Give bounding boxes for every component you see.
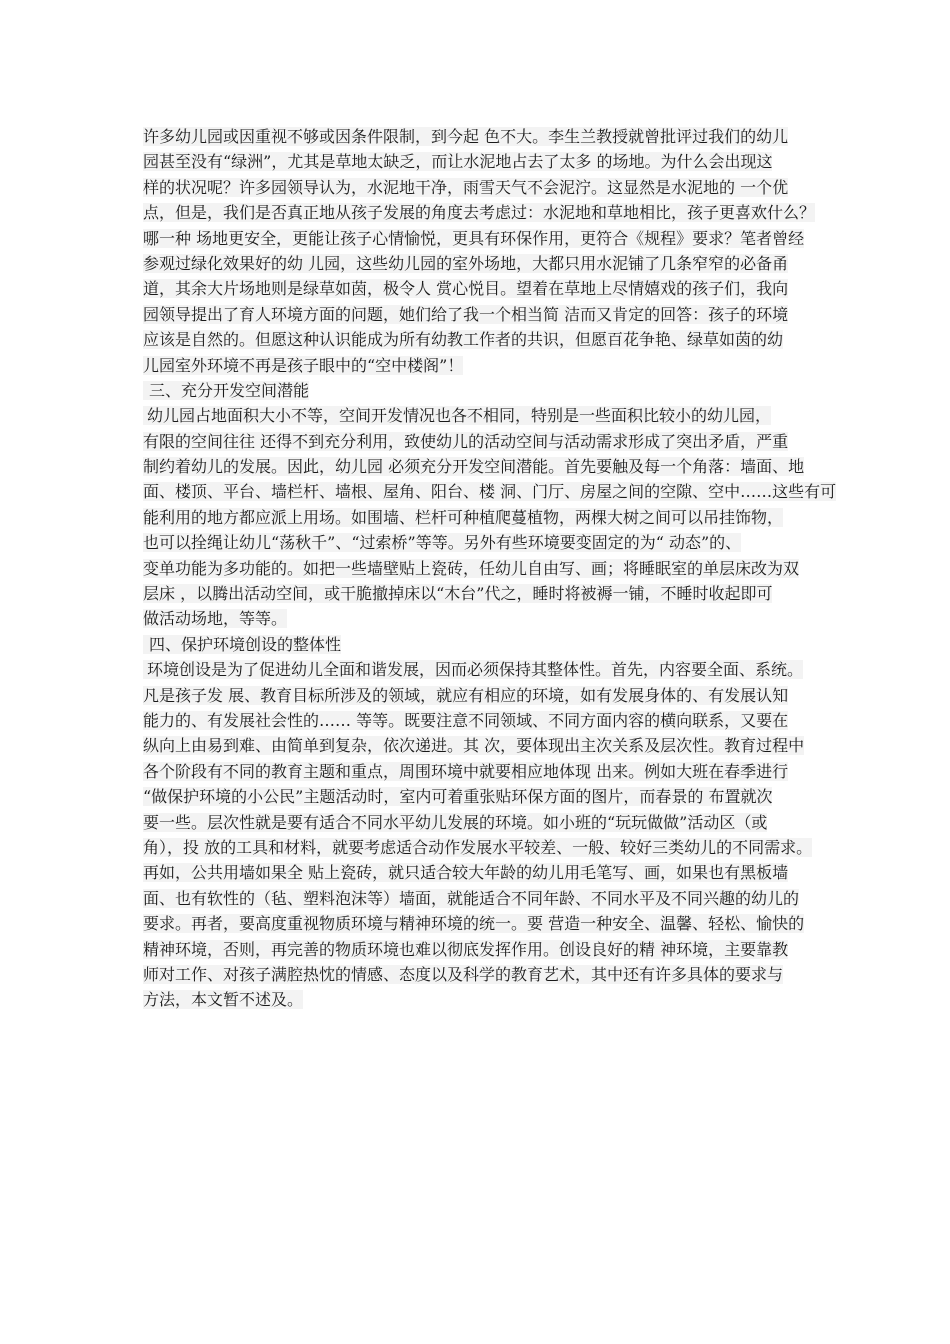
text-line-content: 园甚至没有“绿洲”，尤其是草地太缺乏，而让水泥地占去了太多 的场地。为什么会出现这 bbox=[143, 152, 773, 172]
text-line bbox=[143, 429, 827, 454]
text-line-content: 能力的、有发展社会性的…… 等等。既要注意不同领域、不同方面内容的横向联系，又要在 bbox=[143, 710, 789, 730]
text-line bbox=[143, 302, 827, 327]
text-line bbox=[143, 353, 827, 378]
text-line bbox=[143, 175, 827, 200]
text-line bbox=[143, 251, 827, 276]
text-line-content: 许多幼儿园或因重视不够或因条件限制，到今起 色不大。李生兰教授就曾批评过我们的幼儿 bbox=[143, 127, 789, 146]
section-heading-space-potential bbox=[143, 378, 827, 403]
text-line bbox=[143, 606, 827, 631]
text-line-content: 道，其余大片场地则是绿草如茵，极令人 赏心悦目。望着在草地上尽情嬉戏的孩子们，我向 bbox=[143, 279, 789, 299]
text-line bbox=[143, 784, 827, 809]
text-line-content: 制约着幼儿的发展。因此，幼儿园 必须充分开发空间潜能。首先要触及每一个角落：墙面、地 bbox=[143, 457, 805, 477]
text-line-content: 面、也有软性的（毡、塑料泡沫等）墙面，就能适合不同年龄、不同水平及不同兴趣的幼儿的 bbox=[143, 888, 800, 908]
text-line bbox=[143, 200, 827, 225]
text-line bbox=[143, 149, 827, 174]
text-line bbox=[143, 454, 827, 479]
text-line-content: 幼儿园占地面积大小不等，空间开发情况也各不相同，特别是一些面积比较小的幼儿园， bbox=[143, 406, 771, 425]
text-line-content: 能利用的地方都应派上用场。如围墙、栏杆可种植爬蔓植物，两棵大树之间可以吊挂饰物， bbox=[143, 507, 784, 527]
text-line bbox=[143, 810, 827, 835]
text-line bbox=[143, 657, 827, 682]
paragraph-environment-integrity bbox=[143, 657, 827, 1012]
text-line-content: 做活动场地，等等。 bbox=[143, 609, 288, 629]
text-line-content: 也可以拴绳让幼儿“荡秋千”、“过索桥”等等。另外有些环境要变固定的为“ 动态”的、 bbox=[143, 533, 742, 553]
text-line bbox=[143, 860, 827, 885]
section-heading-text: 四、保护环境创设的整体性 bbox=[143, 635, 341, 654]
text-line-content: 参观过绿化效果好的幼 儿园，这些幼儿园的室外场地，大都只用水泥铺了几条窄窄的必备甬 bbox=[143, 253, 789, 273]
paragraph-outdoor-environment bbox=[143, 124, 827, 378]
text-line-content: 要求。再者，要高度重视物质环境与精神环境的统一。要 营造一种安全、温馨、轻松、愉快的 bbox=[143, 914, 805, 934]
text-line bbox=[143, 327, 827, 352]
text-line-content: 变单功能为多功能的。如把一些墙壁贴上瓷砖，任幼儿自由写、画；将睡眠室的单层床改为双 bbox=[143, 558, 800, 578]
text-line-content: 师对工作、对孩子满腔热忱的情感、态度以及科学的教育艺术，其中还有许多具体的要求与 bbox=[143, 964, 784, 984]
text-line bbox=[143, 403, 827, 428]
document-page bbox=[143, 124, 837, 1013]
text-line-content: 方法，本文暂不述及。 bbox=[143, 990, 304, 1010]
text-line bbox=[143, 962, 827, 987]
text-line bbox=[143, 530, 827, 555]
text-line-content: 点，但是，我们是否真正地从孩子发展的角度去考虑过：水泥地和草地相比，孩子更喜欢什么？ bbox=[143, 203, 816, 223]
text-line-content: 样的状况呢？许多园领导认为，水泥地干净，雨雪天气不会泥泞。这显然是水泥地的 一个优 bbox=[143, 177, 789, 197]
text-line bbox=[143, 911, 827, 936]
text-line-content: 儿园室外环境不再是孩子眼中的“空中楼阁”！ bbox=[143, 355, 464, 375]
text-line-content: 凡是孩子发 展、教育目标所涉及的领域，就应有相应的环境，如有发展身体的、有发展认知 bbox=[143, 685, 789, 705]
text-line-content: 要一些。层次性就是要有适合不同水平幼儿发展的环境。如小班的“玩玩做做”活动区（或 bbox=[143, 812, 768, 832]
text-line-content: 角），投 放的工具和材料，就要考虑适合动作发展水平较差、一般、较好三类幼儿的不同需求。 bbox=[143, 837, 813, 857]
text-line-content: 园领导提出了育人环境方面的问题，她们给了我一个相当简 洁而又肯定的回答：孩子的环境 bbox=[143, 304, 789, 324]
text-line-content: 层床 ，以腾出活动空间，或干脆撤掉床以“木台”代之，睡时将被褥一铺，不睡时收起即可 bbox=[143, 584, 773, 604]
text-line-content: 有限的空间往往 还得不到充分利用，致使幼儿的活动空间与活动需求形成了突出矛盾，严重 bbox=[143, 431, 789, 451]
text-line bbox=[143, 937, 827, 962]
section-heading-text: 三、充分开发空间潜能 bbox=[143, 381, 309, 400]
text-line bbox=[143, 581, 827, 606]
text-line-content: 再如，公共用墙如果全 贴上瓷砖，就只适合较大年龄的幼儿用毛笔写、画，如果也有黑板墙 bbox=[143, 863, 789, 883]
text-line bbox=[143, 835, 827, 860]
section-heading-environment-integrity bbox=[143, 632, 827, 657]
text-line-content: 精神环境，否则，再完善的物质环境也难以彻底发挥作用。创设良好的精 神环境，主要靠教 bbox=[143, 939, 789, 959]
text-line-content: 面、楼顶、平台、墙栏杆、墙根、屋角、阳台、楼 洞、门厅、房屋之间的空隙、空中……这些有可 bbox=[143, 482, 837, 502]
text-line bbox=[143, 886, 827, 911]
text-line-content: 应该是自然的。但愿这种认识能成为所有幼教工作者的共识，但愿百花争艳、绿草如茵的幼 bbox=[143, 330, 784, 350]
text-line bbox=[143, 683, 827, 708]
text-line bbox=[143, 276, 827, 301]
text-line bbox=[143, 479, 837, 504]
text-line bbox=[143, 759, 827, 784]
text-line-content: 环境创设是为了促进幼儿全面和谐发展，因而必须保持其整体性。首先，内容要全面、系统。 bbox=[143, 660, 803, 679]
text-line bbox=[143, 708, 827, 733]
text-line-content: 哪一种 场地更安全，更能让孩子心情愉悦，更具有环保作用，更符合《规程》要求？笔者曾经 bbox=[143, 228, 805, 248]
text-line-content: “做保护环境的小公民”主题活动时，室内可着重张贴环保方面的图片，而春景的 布置就次 bbox=[143, 787, 773, 807]
paragraph-space-potential bbox=[143, 403, 837, 632]
text-line-content: 纵向上由易到难、由简单到复杂，依次递进。其 次，要体现出主次关系及层次性。教育过程中 bbox=[143, 736, 805, 756]
text-line bbox=[143, 733, 827, 758]
text-line-content: 各个阶段有不同的教育主题和重点，周围环境中就要相应地体现 出来。例如大班在春季进行 bbox=[143, 761, 789, 781]
text-line bbox=[143, 226, 827, 251]
text-line bbox=[143, 124, 827, 149]
text-line bbox=[143, 987, 827, 1012]
text-line bbox=[143, 505, 827, 530]
text-line bbox=[143, 556, 827, 581]
